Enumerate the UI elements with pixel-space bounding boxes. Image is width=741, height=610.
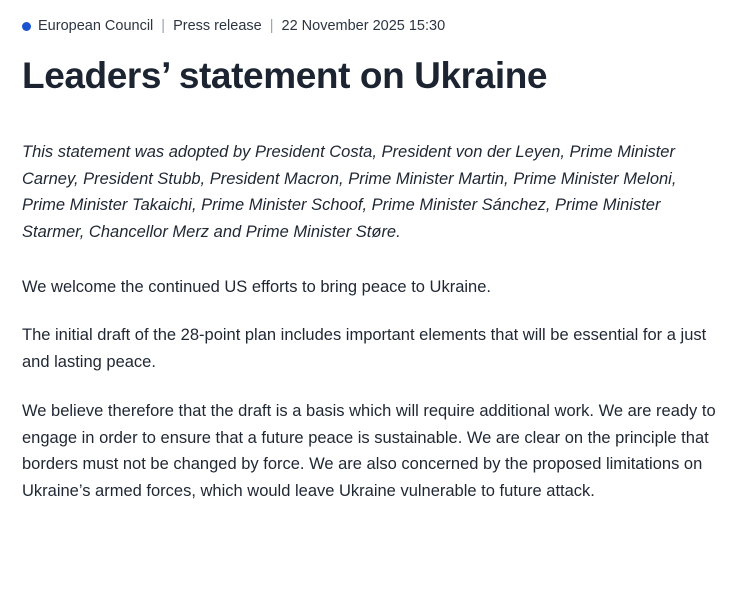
document-type-label: Press release [173,18,262,34]
paragraph-adoption-note: This statement was adopted by President Costa, President von der Leyen, Prime Minister Carney, President Stubb, President Macron, Prime Minister Martin, Prime Minister Meloni, Prime Minister Takaichi, Prime Minister Schoof, Prime Minister Sánchez, Prime Minister Starmer, Chancellor Merz and Prime Minister Støre. [22,142,677,241]
page-title: Leaders’ statement on Ukraine [22,55,548,97]
article-body [22,139,719,505]
paragraph-draft-plan: The initial draft of the 28-point plan includes important elements that will be essential for a just and lasting peace. [22,326,707,372]
paragraph-additional-work: We believe therefore that the draft is a basis which will require additional work. We are ready to engage in order to ensure that a future peace is sustainable. We are clear on the principle that borders must not be changed by force. We are also concerned by the proposed limitations on Ukraine’s armed forces, which would leave Ukraine vulnerable to future attack. [22,401,716,501]
source-label: European Council [38,18,154,34]
paragraph-us-efforts: We welcome the continued US efforts to bring peace to Ukraine. [22,277,491,296]
breadcrumb-separator-2: | [269,18,274,34]
breadcrumb-separator-1: | [161,18,166,34]
breadcrumb [22,18,719,35]
blue-dot-icon [22,22,31,31]
publication-date: 22 November 2025 15:30 [281,18,446,34]
